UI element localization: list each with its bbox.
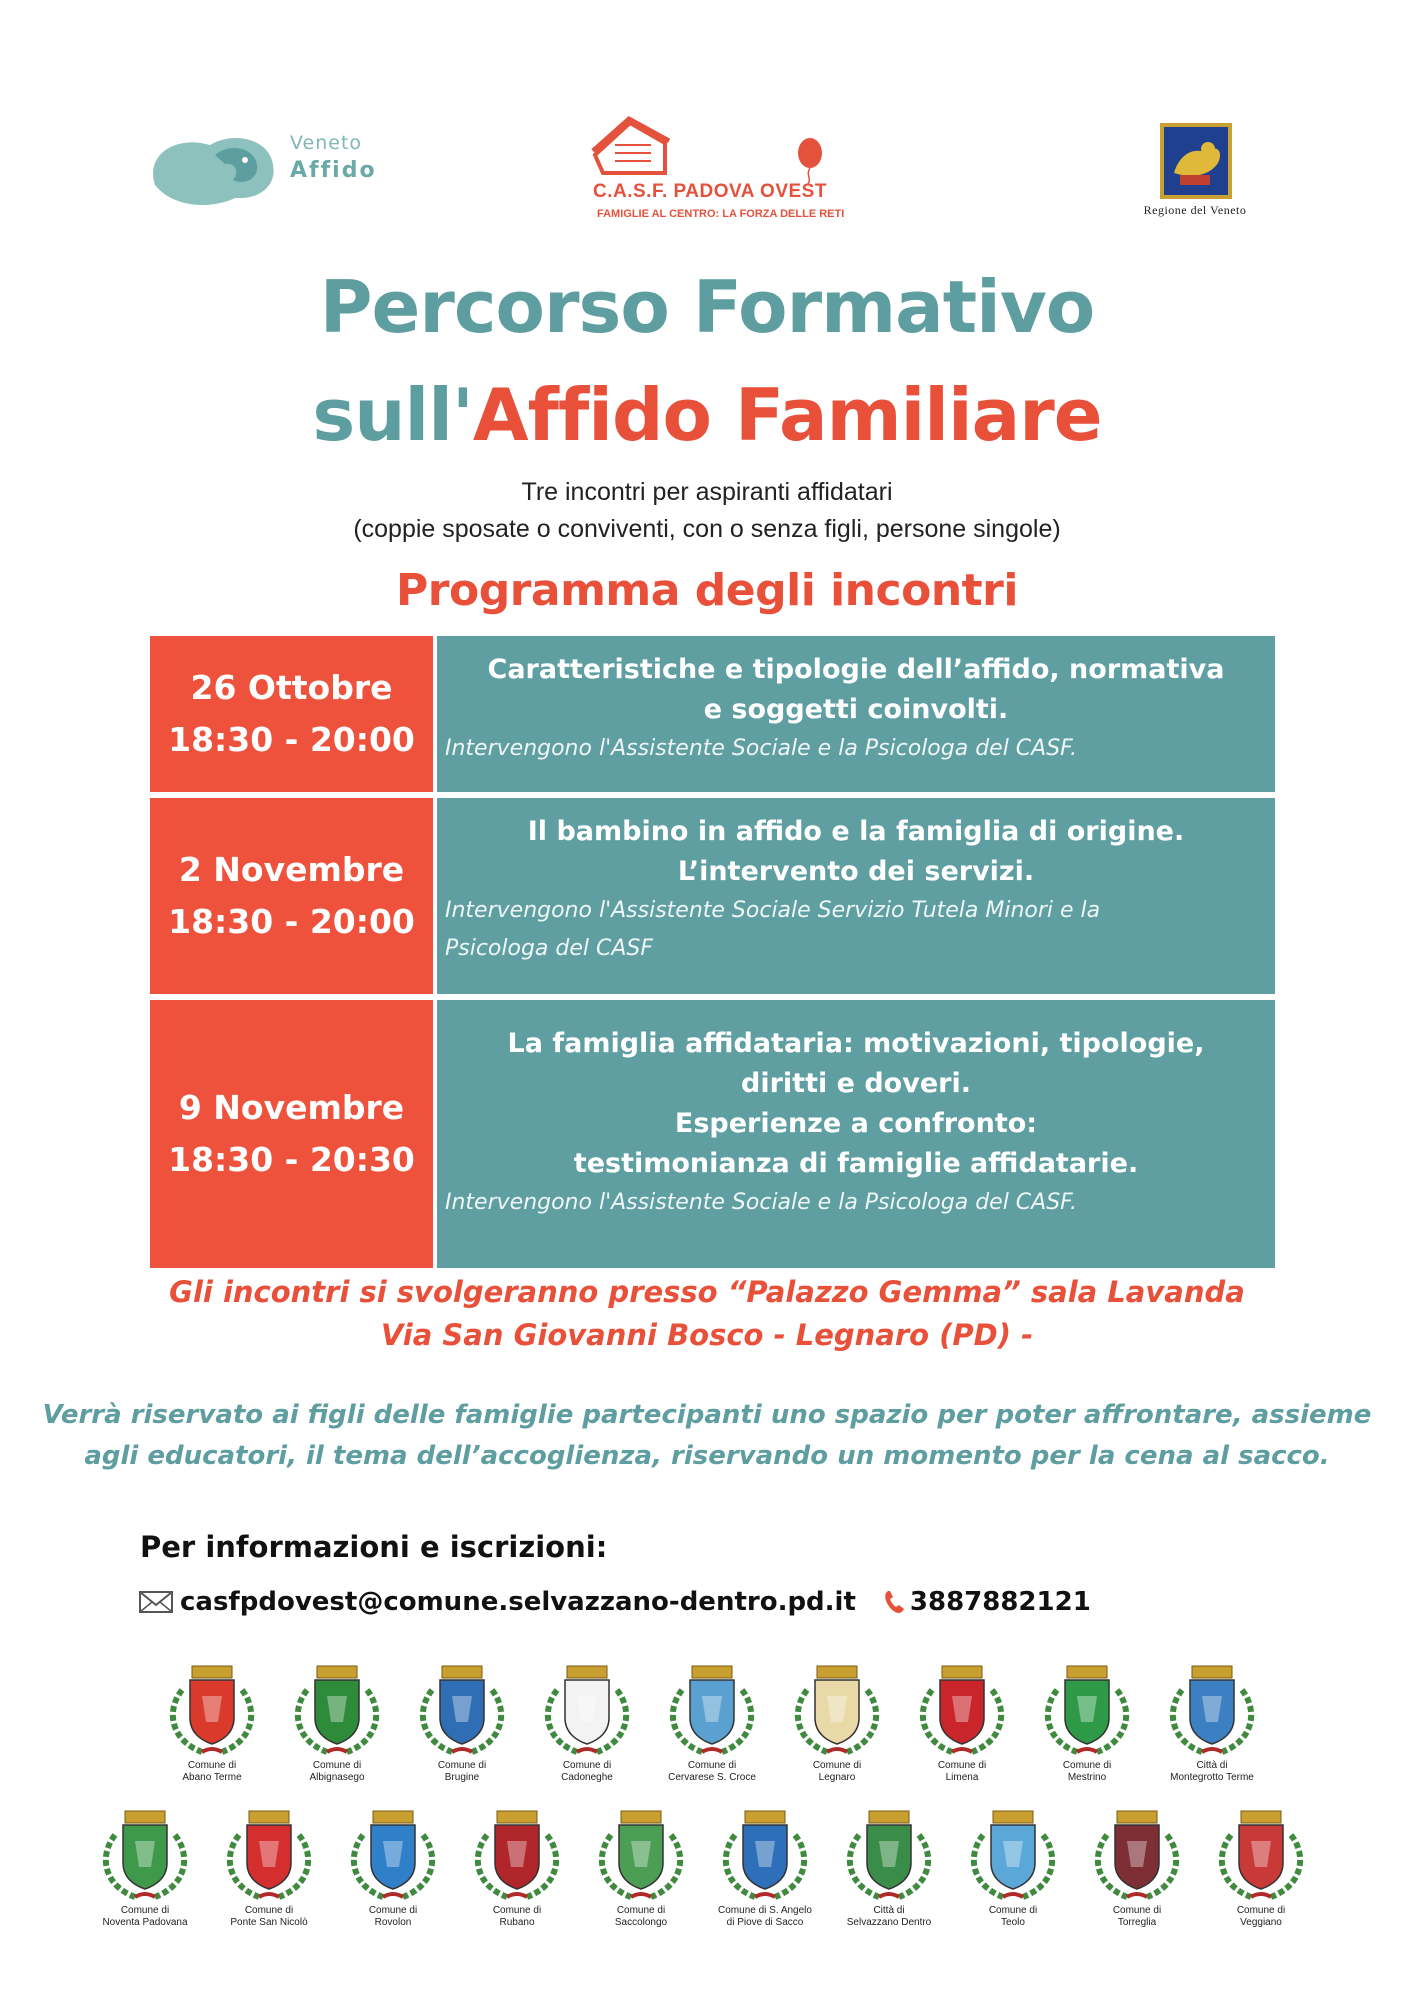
- coat-of-arms-icon: [333, 1805, 453, 1905]
- casf-name: C.A.S.F. PADOVA OVEST: [593, 181, 827, 202]
- municipality-crest: [581, 1805, 701, 1935]
- municipality-name-line1: Comune di: [562, 1760, 612, 1771]
- program-heading: Programma degli incontri: [396, 565, 1018, 616]
- email-link[interactable]: casfpdovest@comune.selvazzano-dentro.pd.it: [180, 1587, 856, 1617]
- lion-of-st-mark-icon: [1160, 123, 1232, 199]
- session-topic: Esperienze a confronto:: [674, 1108, 1038, 1139]
- coat-of-arms-icon: [1152, 1660, 1272, 1760]
- municipality-crest: [402, 1660, 522, 1790]
- municipality-name: [1132, 1760, 1292, 1784]
- municipality-name-line2: Saccolongo: [614, 1917, 668, 1928]
- veneto-affido-logo: [145, 120, 415, 220]
- session-description-cell: [437, 1000, 1275, 1268]
- coat-of-arms-icon: [1077, 1805, 1197, 1905]
- municipality-crest: [1152, 1660, 1272, 1790]
- session-date-cell: [150, 798, 433, 994]
- municipality-name-line1: Comune di S. Angelo: [718, 1905, 812, 1916]
- envelope-icon: [138, 1589, 174, 1615]
- coat-of-arms-icon: [1201, 1805, 1321, 1905]
- subtitle-line2: (coppie sposate o conviventi, con o senza figli, persone singole): [353, 515, 1061, 543]
- coat-of-arms-icon: [652, 1660, 772, 1760]
- municipality-name-line2: Ponte San Nicolò: [230, 1917, 308, 1928]
- coat-of-arms-icon: [402, 1660, 522, 1760]
- session-date-cell: [150, 636, 433, 792]
- session-time: 18:30 - 20:00: [168, 720, 415, 759]
- municipality-name-line1: Comune di: [1112, 1905, 1162, 1916]
- coat-of-arms-icon: [457, 1805, 577, 1905]
- municipality-name-line1: Comune di: [812, 1760, 862, 1771]
- municipality-crest: [333, 1805, 453, 1935]
- children-note-line2: agli educatori, il tema dell’accoglienza, riservando un momento per la cena al sacco.: [84, 1441, 1330, 1471]
- elephant-icon: [145, 130, 285, 210]
- page-title-line1: Percorso Formativo: [319, 265, 1095, 349]
- municipality-crest: [1201, 1805, 1321, 1935]
- municipality-name-line2: Brugine: [444, 1772, 480, 1783]
- logo-word-affido: Affido: [290, 158, 377, 183]
- session-speakers: Intervengono l'Assistente Sociale e la Psicologa del CASF.: [445, 736, 1077, 761]
- coat-of-arms-icon: [277, 1660, 397, 1760]
- municipality-crest: [777, 1660, 897, 1790]
- coat-of-arms-icon: [953, 1805, 1073, 1905]
- municipality-name-line2: Teolo: [1001, 1917, 1025, 1928]
- session-row: [150, 1000, 1275, 1268]
- coat-of-arms-icon: [777, 1660, 897, 1760]
- municipality-name-line1: Comune di: [616, 1905, 666, 1916]
- municipality-name-line1: Comune di: [1236, 1905, 1286, 1916]
- municipality-crest: [85, 1805, 205, 1935]
- municipality-name-line1: Comune di: [988, 1905, 1038, 1916]
- municipality-name-line1: Comune di: [1062, 1760, 1112, 1771]
- session-topic: diritti e doveri.: [741, 1068, 971, 1099]
- session-date: 2 Novembre: [178, 850, 405, 889]
- session-row: [150, 636, 1275, 792]
- municipality-crest: [829, 1805, 949, 1935]
- session-time: 18:30 - 20:30: [168, 1140, 415, 1179]
- coat-of-arms-icon: [902, 1660, 1022, 1760]
- coat-of-arms-icon: [829, 1805, 949, 1905]
- coat-of-arms-icon: [85, 1805, 205, 1905]
- casf-logo: [585, 115, 845, 225]
- municipality-name-line1: Comune di: [244, 1905, 294, 1916]
- title-prefix: sull': [312, 373, 473, 457]
- municipality-crest: [527, 1660, 647, 1790]
- session-topic: e soggetti coinvolti.: [703, 694, 1009, 725]
- session-topic: L’intervento dei servizi.: [677, 856, 1035, 887]
- session-speakers: Psicologa del CASF: [445, 936, 654, 961]
- municipality-crest: [1077, 1805, 1197, 1935]
- municipality-crest: [457, 1805, 577, 1935]
- municipality-name-line2: Veggiano: [1240, 1917, 1282, 1928]
- municipality-crest: [1027, 1660, 1147, 1790]
- municipality-name-line2: Selvazzano Dentro: [846, 1917, 932, 1928]
- info-heading: Per informazioni e iscrizioni:: [140, 1530, 608, 1564]
- municipality-name-line1: Comune di: [312, 1760, 362, 1771]
- regione-veneto-logo: [1120, 115, 1270, 225]
- municipality-name-line1: Comune di: [187, 1760, 237, 1771]
- municipality-name-line2: Rovolon: [374, 1917, 412, 1928]
- municipality-name-line2: di Piove di Sacco: [726, 1917, 804, 1928]
- municipality-name-line1: Comune di: [937, 1760, 987, 1771]
- municipality-name-line2: Albignasego: [309, 1772, 365, 1783]
- municipality-name-line2: Legnaro: [818, 1772, 856, 1783]
- logo-word-veneto: Veneto: [290, 132, 363, 154]
- municipality-name-line2: Cadoneghe: [561, 1772, 613, 1783]
- subtitle-line1: Tre incontri per aspiranti affidatari: [521, 478, 893, 506]
- session-topic: Il bambino in affido e la famiglia di origine.: [527, 816, 1185, 847]
- session-date: 26 Ottobre: [190, 668, 393, 707]
- municipality-name-line2: Mestrino: [1067, 1772, 1107, 1783]
- municipality-name-line1: Comune di: [687, 1760, 737, 1771]
- session-speakers: Intervengono l'Assistente Sociale Servizio Tutela Minori e la: [445, 898, 1101, 923]
- municipality-name-line1: Comune di: [437, 1760, 487, 1771]
- coat-of-arms-icon: [1027, 1660, 1147, 1760]
- session-description-cell: [437, 636, 1275, 792]
- session-date: 9 Novembre: [178, 1088, 405, 1127]
- session-topic: testimonianza di famiglie affidatarie.: [573, 1148, 1139, 1179]
- phone-link[interactable]: 3887882121: [909, 1587, 1091, 1617]
- regione-caption: Regione del Veneto: [1143, 203, 1247, 217]
- municipality-crest: [902, 1660, 1022, 1790]
- municipality-name-line1: Città di: [1196, 1760, 1228, 1771]
- municipality-name-line1: Città di: [873, 1905, 905, 1916]
- coat-of-arms-icon: [152, 1660, 272, 1760]
- municipality-crest: [152, 1660, 272, 1790]
- session-topic: La famiglia affidataria: motivazioni, tipologie,: [507, 1028, 1205, 1059]
- session-time: 18:30 - 20:00: [168, 902, 415, 941]
- municipality-crest: [209, 1805, 329, 1935]
- session-description-cell: [437, 798, 1275, 994]
- municipality-name-line2: Abano Terme: [182, 1772, 242, 1783]
- municipality-name: [1181, 1905, 1341, 1929]
- municipality-name-line2: Montegrotto Terme: [1170, 1772, 1254, 1783]
- municipality-name-line2: Rubano: [499, 1917, 535, 1928]
- children-note-line1: Verrà riservato ai figli delle famiglie partecipanti uno spazio per poter affrontare, assieme: [42, 1400, 1372, 1430]
- location-line1: Gli incontri si svolgeranno presso “Palazzo Gemma” sala Lavanda: [169, 1275, 1245, 1309]
- municipality-name-line2: Torreglia: [1117, 1917, 1157, 1928]
- municipality-crest: [652, 1660, 772, 1790]
- coat-of-arms-icon: [527, 1660, 647, 1760]
- phone-icon: [884, 1589, 906, 1615]
- house-balloon-icon: [585, 115, 835, 185]
- session-date-cell: [150, 1000, 433, 1268]
- municipality-name-line1: Comune di: [120, 1905, 170, 1916]
- coat-of-arms-icon: [705, 1805, 825, 1905]
- page-title-line2: [0, 370, 1414, 460]
- municipality-name-line2: Noventa Padovana: [102, 1917, 188, 1928]
- municipality-name-line2: Limena: [945, 1772, 979, 1783]
- coat-of-arms-icon: [581, 1805, 701, 1905]
- municipality-crest: [277, 1660, 397, 1790]
- municipality-crest: [705, 1805, 825, 1935]
- session-row: [150, 798, 1275, 994]
- municipality-name-line1: Comune di: [368, 1905, 418, 1916]
- session-speakers: Intervengono l'Assistente Sociale e la Psicologa del CASF.: [445, 1190, 1077, 1215]
- municipality-name-line1: Comune di: [492, 1905, 542, 1916]
- coat-of-arms-icon: [209, 1805, 329, 1905]
- contact-line: [138, 1582, 1091, 1622]
- location-line2: Via San Giovanni Bosco - Legnaro (PD) -: [380, 1318, 1034, 1352]
- municipality-name-line2: Cervarese S. Croce: [668, 1772, 756, 1783]
- casf-tagline: FAMIGLIE AL CENTRO: LA FORZA DELLE RETI: [597, 208, 845, 220]
- municipality-crest: [953, 1805, 1073, 1935]
- title-highlight: Affido Familiare: [472, 373, 1102, 457]
- session-topic: Caratteristiche e tipologie dell’affido, normativa: [487, 654, 1225, 685]
